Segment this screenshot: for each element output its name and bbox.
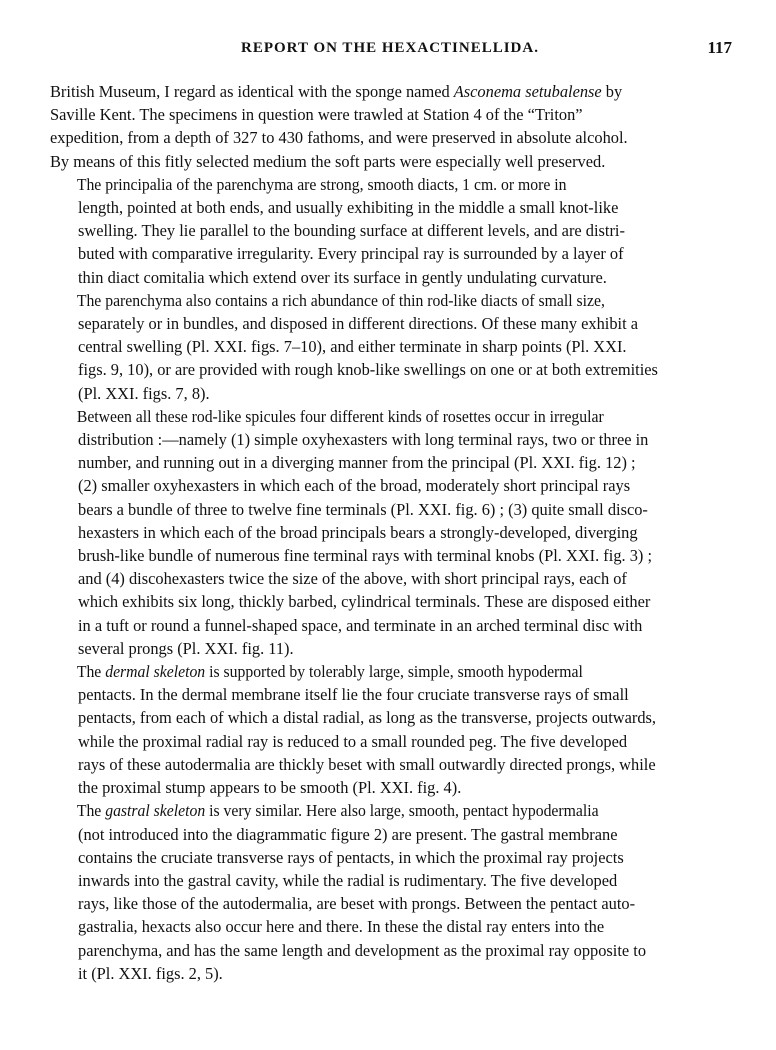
text-run: in a tuft or round a funnel-shaped space, and terminate in an arched terminal disc with (78, 615, 643, 635)
paragraph (50, 289, 730, 405)
text-line (50, 962, 730, 985)
text-line (50, 289, 702, 312)
text-run: gastralia, hexacts also occur here and there. In these the distal ray enters into the (78, 917, 605, 937)
text-line (50, 915, 730, 938)
text-line (50, 776, 730, 799)
text-line (50, 683, 730, 706)
text-run: central swelling (Pl. XXI. figs. 7–10), and either terminate in sharp points (Pl. XXI. (78, 337, 627, 357)
text-line (50, 312, 730, 335)
text-line (50, 869, 730, 892)
paragraph (50, 799, 730, 985)
text-run: British Museum, I regard as identical with the sponge named (50, 82, 454, 101)
text-line (50, 428, 730, 451)
text-run: inwards into the gastral cavity, while the radial is rudimentary. The five developed (78, 870, 618, 890)
text-line (50, 846, 730, 869)
text-line (50, 637, 730, 660)
text-run: hexasters in which each of the broad principals bears a strongly-developed, diverging (78, 522, 638, 542)
text-run: The principalia of the parenchyma are strong, smooth diacts, 1 cm. or more in (76, 174, 567, 194)
text-line (50, 335, 730, 358)
text-line (50, 799, 702, 822)
text-run: The (76, 801, 106, 821)
text-line (50, 103, 730, 126)
paragraph (50, 660, 730, 799)
text-run: several prongs (Pl. XXI. fig. 11). (78, 638, 294, 658)
text-run: figs. 9, 10), or are provided with rough knob-like swellings on one or at both extremities (78, 360, 658, 380)
text-line (50, 706, 730, 729)
text-line (50, 150, 730, 173)
text-run: thin diact comitalia which extend over its surface in gently undulating curvature. (78, 267, 607, 287)
italic-term: Asconema setubalense (453, 82, 602, 101)
text-run: Saville Kent. The specimens in question were trawled at Station 4 of the “Triton” (50, 105, 583, 125)
text-run: bears a bundle of three to twelve fine terminals (Pl. XXI. fig. 6) ; (3) quite small disco- (78, 499, 648, 519)
paragraph (50, 173, 730, 289)
text-line (50, 219, 730, 242)
text-line (50, 196, 730, 219)
text-line (50, 266, 730, 289)
text-run: The (76, 662, 106, 682)
text-line (50, 660, 702, 683)
text-line (50, 590, 730, 613)
text-line (50, 474, 730, 497)
text-line (50, 405, 702, 428)
text-run: (2) smaller oxyhexasters in which each of the broad, moderately short principal rays (78, 476, 631, 496)
running-title: REPORT ON THE HEXACTINELLIDA. (241, 40, 539, 56)
text-run: buted with comparative irregularity. Every principal ray is surrounded by a layer of (78, 244, 624, 264)
text-line (50, 614, 730, 637)
text-line (50, 126, 730, 149)
text-line (50, 451, 730, 474)
text-run: swelling. They lie parallel to the bounding surface at different levels, and are distri- (78, 221, 625, 241)
text-run: (Pl. XXI. figs. 7, 8). (78, 383, 210, 403)
text-line (50, 498, 730, 521)
text-line (50, 382, 730, 405)
text-run: number, and running out in a diverging manner from the principal (Pl. XXI. fig. 12) ; (78, 453, 636, 473)
text-run: it (Pl. XXI. figs. 2, 5). (78, 963, 223, 983)
text-run: contains the cruciate transverse rays of pentacts, in which the proximal ray projects (78, 847, 624, 867)
text-run: which exhibits six long, thickly barbed, cylindrical terminals. These are disposed either (78, 592, 651, 612)
text-line (50, 544, 730, 567)
text-run: brush-like bundle of numerous fine terminal rays with terminal knobs (Pl. XXI. fig. 3) ; (78, 546, 653, 566)
text-run: separately or in bundles, and disposed in different directions. Of these many exhibit a (78, 314, 639, 334)
text-line (50, 730, 730, 753)
text-run: parenchyma, and has the same length and development as the proximal ray opposite to (78, 940, 647, 960)
text-run: Between all these rod-like spicules four different kinds of rosettes occur in irregular (76, 406, 604, 426)
text-run: expedition, from a depth of 327 to 430 fathoms, and were preserved in absolute alcohol. (50, 128, 628, 148)
text-run: is very similar. Here also large, smooth, pentact hypodermalia (205, 801, 599, 821)
text-run: is supported by tolerably large, simple, smooth hypodermal (205, 662, 583, 682)
text-run: while the proximal radial ray is reduced to a small rounded peg. The five developed (78, 731, 628, 751)
text-line (50, 939, 730, 962)
page-number: 117 (707, 38, 732, 57)
paragraph (50, 405, 730, 660)
text-run: by (601, 82, 623, 101)
text-run: pentacts, from each of which a distal radial, as long as the transverse, projects outwards, (78, 708, 657, 728)
text-line (50, 358, 730, 381)
italic-term: dermal skeleton (105, 662, 206, 682)
text-run: By means of this fitly selected medium the soft parts were especially well preserved. (50, 151, 606, 171)
paragraph (50, 80, 730, 173)
text-run: pentacts. In the dermal membrane itself lie the four cruciate transverse rays of small (78, 685, 629, 705)
italic-term: gastral skeleton (105, 801, 206, 821)
text-run: rays of these autodermalia are thickly beset with small outwardly directed prongs, while (78, 754, 656, 774)
text-run: (not introduced into the diagrammatic figure 2) are present. The gastral membrane (78, 824, 618, 844)
text-line (50, 567, 730, 590)
text-run: distribution :—namely (1) simple oxyhexasters with long terminal rays, two or three in (78, 430, 649, 450)
text-line (50, 173, 702, 196)
text-run: rays, like those of the autodermalia, are beset with prongs. Between the pentact auto- (78, 894, 636, 914)
running-head (48, 40, 732, 66)
text-line (50, 80, 730, 103)
text-run: The parenchyma also contains a rich abundance of thin rod-like diacts of small size, (76, 290, 605, 310)
text-run: the proximal stump appears to be smooth (Pl. XXI. fig. 4). (78, 778, 462, 798)
text-line (50, 892, 730, 915)
body-text (50, 80, 730, 985)
text-line (50, 823, 730, 846)
text-line (50, 521, 730, 544)
text-line (50, 242, 730, 265)
text-run: and (4) discohexasters twice the size of the above, with short principal rays, each of (78, 569, 627, 589)
text-run: length, pointed at both ends, and usually exhibiting in the middle a small knot-like (78, 198, 619, 218)
text-line (50, 753, 730, 776)
